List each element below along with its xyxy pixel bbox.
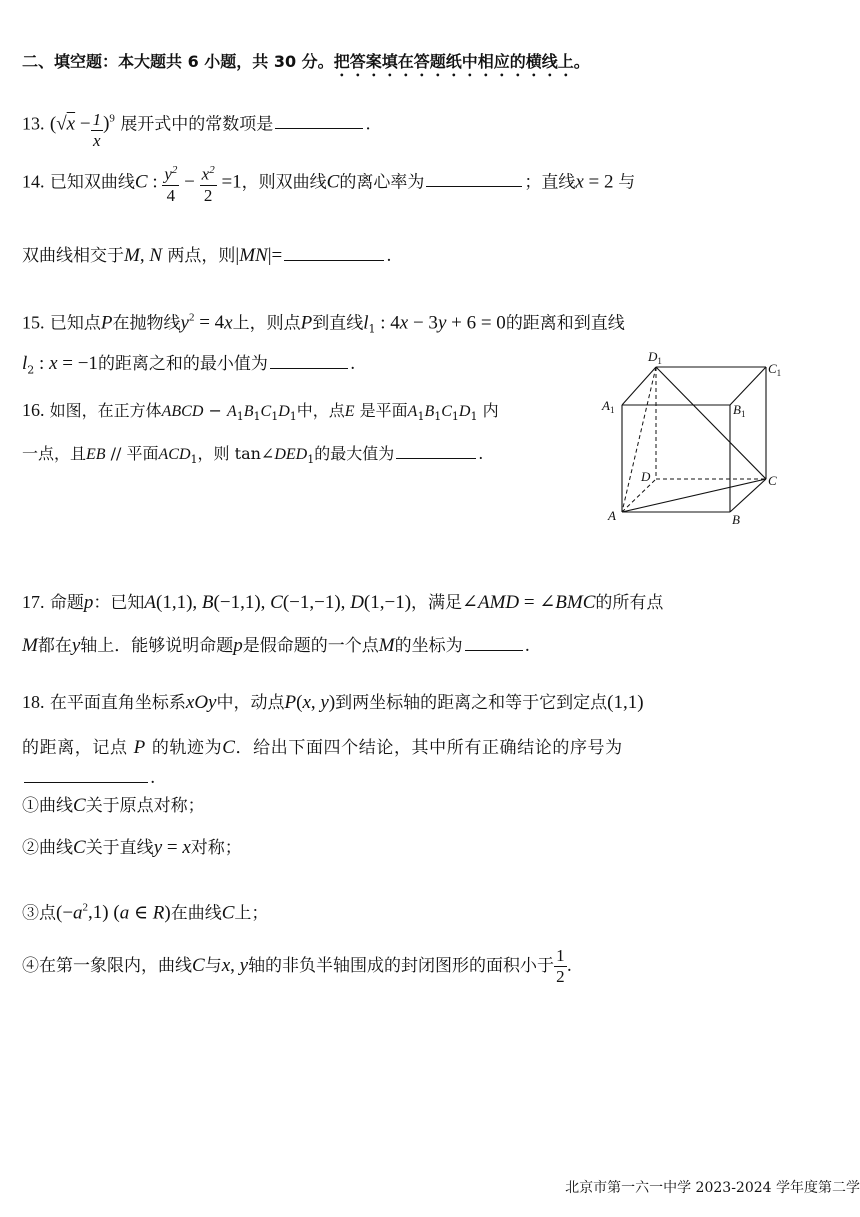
segment-D1A-hidden: [622, 367, 656, 512]
question-14-line2: 双曲线相交于M, N 两点，则|MN|= .: [22, 242, 392, 268]
option-2: ②曲线C关于直线y = x对称；: [22, 837, 242, 858]
question-13: 13. (√x − $\frac{1}{x}$ )$^9$ 展开式中的常数项是 .: [22, 110, 371, 151]
edge-BC: [730, 479, 766, 512]
question-16-line2: 一点，且EB // 平面$ACD_1$，则 $\tan\angle DED_1$的最大值为 .: [22, 440, 483, 472]
answer-blank-13[interactable]: [275, 110, 363, 129]
option-1: ①曲线C关于原点对称；: [22, 795, 205, 816]
question-14: 14. 已知双曲线C : $\frac{y^2}{4}$ − $\frac{x^2}{2}$ =1，则双曲线C的离心率为 ；直线x = 2 与: [22, 160, 635, 206]
question-17: 17. 命题p：已知A(1,1), B(−1,1), C(−1,−1), D(1,−1)，满足∠AMD = ∠BMC的所有点: [22, 592, 664, 613]
page-footer: 北京市第一六一中学 2023-2024 学年度第二学: [565, 1180, 860, 1196]
question-18-line3: .: [22, 764, 155, 790]
label-C: C: [768, 473, 777, 488]
label-B1: $B_1$: [733, 402, 746, 419]
option-4: ④在第一象限内，曲线C与x, y轴的非负半轴围成的封闭图形的面积小于 $\frac{1}{2}$ .: [22, 946, 572, 986]
label-D1: $D_1$: [648, 349, 662, 366]
question-15-line2: $l_2$ : x = −1的距离之和的最小值为 .: [22, 350, 355, 382]
answer-blank-18[interactable]: [24, 764, 148, 783]
label-A1: $A_1$: [602, 398, 615, 415]
edge-B1C1: [730, 367, 766, 405]
label-D: D: [641, 469, 651, 484]
question-18-line2: 的距离，记点 P 的轨迹为C．给出下面四个结论，其中所有正确结论的序号为: [22, 737, 623, 758]
answer-blank-14b[interactable]: [284, 242, 384, 261]
label-A: A: [608, 508, 616, 523]
question-17-line2: M都在y轴上．能够说明命题p是假命题的一个点M的坐标为 .: [22, 632, 530, 658]
option-3: ③点$(-a^2,1)$ (a ∈ R)在曲线C上；: [22, 902, 269, 924]
answer-blank-16[interactable]: [396, 440, 476, 459]
section-instruction: 把答案填在答题纸中相应的横线上。: [333, 52, 590, 71]
answer-blank-14a[interactable]: [426, 168, 522, 187]
label-C1: $C_1$: [768, 361, 782, 378]
question-16: 16. 如图，在正方体ABCD − $A_1B_1C_1D_1$中，点E 是平面$A_1B_1C_1D_1$ 内: [22, 400, 499, 424]
label-B: B: [732, 512, 740, 527]
answer-blank-17[interactable]: [465, 632, 523, 651]
section-title: 二、填空题：本大题共 6 小题，共 30 分。把答案填在答题纸中相应的横线上。: [22, 52, 590, 71]
question-18: 18. 在平面直角坐标系xOy中，动点P(x, y)到两坐标轴的距离之和等于它到定点(1,1): [22, 692, 644, 713]
edge-A1D1: [622, 367, 656, 405]
cube-figure: [600, 346, 790, 528]
answer-blank-15[interactable]: [270, 350, 348, 369]
edge-AD-hidden: [622, 479, 656, 512]
question-15: 15. 已知点P在抛物线$y^2 = 4x$上，则点P到直线$l_1$ : 4x − 3y + 6 = 0的距离和到直线: [22, 312, 625, 336]
